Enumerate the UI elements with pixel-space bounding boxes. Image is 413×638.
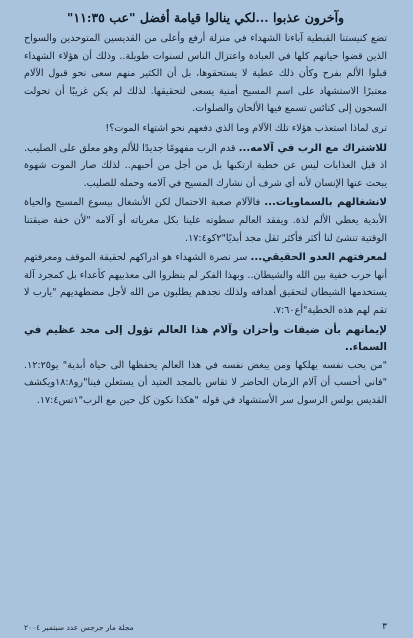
section-lead: لمعرفتهم العدو الحقيقي... <box>250 252 387 264</box>
footer-caption: مجلة مار جرجس عدد سبتمبر ٢٠٠٤ <box>24 622 134 632</box>
intro-paragraph: تضع كنيستنا القبطية آباءنا الشهداء في منزلة أرفع وأعلى من القديسين المتوحدين والسواح الذين قضوا حياتهم كلها في العبادة واعتزال الناس لسنوات طويلة.. وذلك أن هؤلاء الشهداء قبلوا الألم بفرح وكأن ذلك عطية لا يستحقوها، بل أن الكثير منهم سعى نحو قبول الآلام معتبرًا الاستشهاد على اسم المسيح أمنية يسعى لتحقيقها. لذلك لم يكن غريبًا أن تحولت السجون إلى كنائس تسمع فيها الألحان والصلوات. <box>24 33 387 115</box>
section-text: قدم الرب مفهومًا جديدًا للألم وهو معلق على الصليب. اذ قبل العذابات ليس عن خطية ارتكبها بل من أجل من أحبهم.. لذلك صار الموت شهوة يبحث عنها الإنسان لأنه أي شرف أن نشارك المسيح في آلامه وحمله للصليب. <box>23 142 387 189</box>
final-paragraph: "من يحب نفسه يهلكها ومن يبغض نفسه في هذا العالم يحفظها الى حياة أبدية" يو١٢:٢٥. "فاني أحسب أن آلام الزمان الحاضر لا تقاس بالمجد العتيد أن يستعلن فينا"رو١٨:٨ويكشف القديس بولس الرسول سر الأستشهاد في قوله "هكذا نكون كل حين مع الرب"١تس١٧:٤. <box>24 359 387 406</box>
page-title: وآخرون عذبوا ...لكي ينالوا قيامة أفضل "عب ١١:٣٥" <box>66 10 345 25</box>
question-paragraph: ترى لماذا استعذب هؤلاء تلك الآلام وما الذي دفعهم نحو اشتهاء الموت؟! <box>105 122 387 134</box>
final-heading: لإيمانهم بأن ضيقات وأحزان وآلام هذا العالم تؤول إلى مجد عظيم في السماء.. <box>24 323 387 354</box>
section-text: فالآلام صعبة الاحتمال لكن الأنشغال بيسوع المسيح والحياة الأبدية يعطي الألم لذة. ويفقد العالم سطوته علينا بكل مغرياته أو آلامه "لأن خفة ضيقتنا الوقتية تنشئ لنا أكثر فأكثر ثقل مجد أبديًا"٢كو١٧:٤. <box>24 197 387 244</box>
section-enemy <box>24 249 387 319</box>
section-lead: لانشغالهم بالسماويات... <box>264 197 387 209</box>
section-heavenly <box>24 194 387 247</box>
section-participation <box>24 140 387 193</box>
page-footer <box>24 622 387 632</box>
page-number: ٣ <box>382 622 387 632</box>
section-text: سر نصرة الشهداء هو ادراكهم لحقيقة الموقف ومعرفتهم أنها حرب خفية بين الله والشيطان.. وبهذا الفكر لم ينظروا الى معذبيهم كأعداء بل كمجرد آلة يستخدمها الشيطان لتحقيق أهدافه ولذلك نجدهم يطلبون من الله لأجل مضطهديهم "يارب لا تقم لهم هذه الخطية"أع٧:٦٠. <box>24 252 387 316</box>
section-lead: للاشتراك مع الرب في آلامه... <box>238 142 387 154</box>
